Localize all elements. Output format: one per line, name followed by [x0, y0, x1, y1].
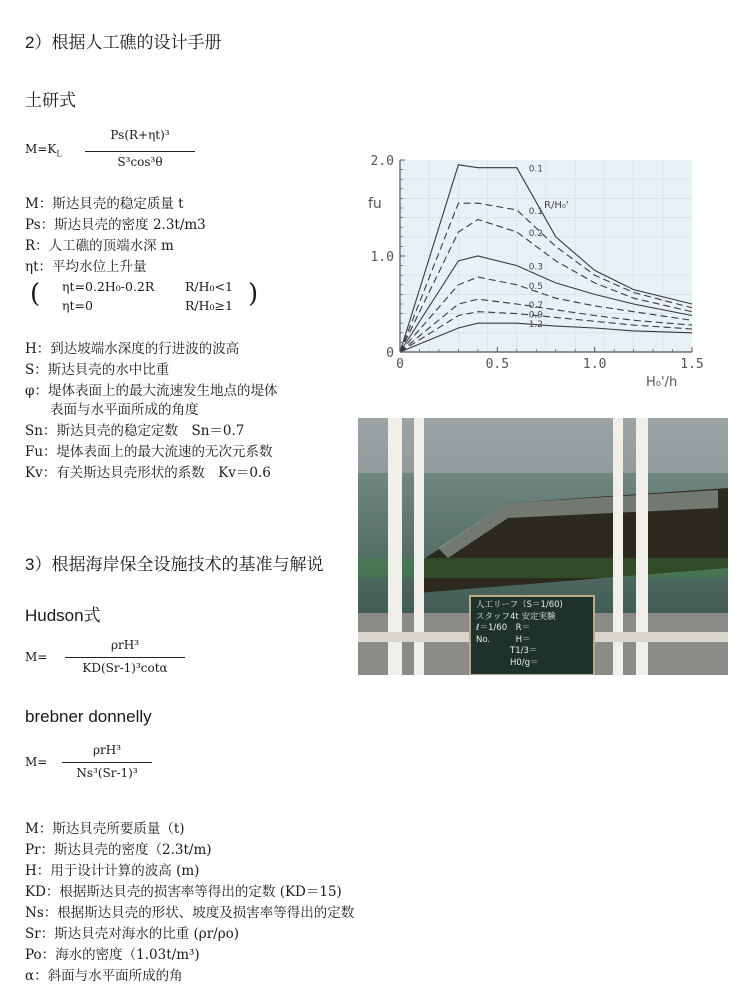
- chart-y-tick-label: 0: [386, 346, 394, 361]
- board-line: スタッフ4t 安定実験: [476, 611, 556, 622]
- cond2-right: R/H₀≥1: [185, 298, 233, 313]
- chalkboard-text: [476, 600, 594, 669]
- chart-series-label: 1.2: [528, 320, 544, 331]
- chart-y-axis-label: fu: [368, 196, 382, 212]
- def-phi-cont: 表面与水平面所成的角度: [50, 402, 199, 418]
- def-m: M：斯达貝壳的稳定质量 t: [25, 196, 184, 212]
- doken-formula-denominator: S³cos³θ: [117, 155, 163, 169]
- chart-x-axis-label: H₀'/h: [646, 375, 678, 390]
- section-2-heading: 2）根据人工礁的设计手册: [25, 33, 222, 52]
- def-ps: Ps：斯达貝壳的密度 2.3t/m3: [25, 217, 206, 233]
- chart-series-label: 0.3: [528, 262, 544, 273]
- def-eta: ηt：平均水位上升量: [25, 259, 147, 275]
- def3-sr: Sr：斯达貝壳对海水的比重 (ρr/ρo): [25, 926, 240, 942]
- chart-x-tick-label: 0.5: [485, 357, 510, 372]
- brebner-formula-bar: [62, 762, 152, 763]
- board-line: No. H＝: [476, 634, 531, 645]
- board-line: T1/3＝: [476, 646, 538, 656]
- chart-series-label: 0.9: [528, 310, 544, 321]
- fu-chart: [358, 146, 710, 392]
- chart-x-tick-label: 1.5: [680, 357, 704, 372]
- cond2-left: ηt=0: [62, 298, 93, 313]
- brebner-formula-denominator: Ns³(Sr-1)³: [76, 766, 138, 780]
- def3-alpha: α：斜面与水平面所成的角: [25, 968, 183, 984]
- chart-legend-title: R/H₀': [544, 200, 569, 211]
- brebner-title: brebner donnelly: [25, 707, 152, 726]
- def3-ns: Ns：根据斯达貝壳的形状、坡度及损害率等得出的定数: [25, 905, 355, 921]
- hudson-formula-numerator: ρrH³: [110, 638, 140, 652]
- chart-series-label: 0.1: [528, 206, 544, 217]
- def-s: S：斯达貝壳的水中比重: [25, 362, 170, 378]
- def-phi: φ：堤体表面上的最大流速发生地点的堤体: [25, 383, 278, 399]
- chart-x-tick-label: 0: [396, 357, 404, 372]
- def3-kd: KD：根据斯达貝壳的损害率等得出的定数 (KD＝15): [25, 884, 342, 900]
- chart-series-label: 0.7: [528, 301, 544, 311]
- def-h: H：到达坡端水深度的行进波的波高: [25, 341, 240, 357]
- def3-po: Po：海水的密度（1.03t/m³): [25, 947, 200, 963]
- experiment-photo: [358, 418, 728, 675]
- board-line: 人工リーフ（S＝1/60): [476, 600, 563, 610]
- def-r: R：人工礁的顶端水深 m: [25, 238, 174, 254]
- board-line: ℓ＝1/60 R＝: [476, 623, 531, 633]
- brebner-formula-lhs: M=: [25, 755, 48, 769]
- hudson-formula-denominator: KD(Sr-1)³cotα: [82, 661, 168, 675]
- def3-pr: Pr：斯达貝壳的密度（2.3t/m): [25, 842, 212, 858]
- def-kv: Kv：有关斯达貝壳形状的系数 Kv＝0.6: [25, 465, 271, 481]
- hudson-formula-bar: [65, 657, 185, 658]
- doken-formula-lhs: $M=K_L$: [25, 142, 62, 159]
- chart-series-label: 0.2: [528, 229, 544, 239]
- chart-y-tick-label: 1.0: [370, 250, 394, 265]
- def-fu: Fu：堤体表面上的最大流速的无次元系数: [25, 444, 273, 460]
- cond1-left: ηt=0.2H₀-0.2R: [62, 279, 155, 294]
- cond-left-paren: (: [30, 279, 41, 309]
- hudson-title: Hudson式: [25, 606, 101, 625]
- cond1-right: R/H₀<1: [185, 279, 233, 294]
- chart-series-label: 0.1: [528, 164, 544, 175]
- doken-title: 土研式: [25, 91, 76, 110]
- cond-right-paren: ): [248, 279, 259, 309]
- chart-y-tick-label: 2.0: [370, 154, 394, 169]
- hudson-formula-lhs: M=: [25, 650, 48, 664]
- doken-formula-bar: [85, 151, 195, 152]
- chart-x-tick-label: 1.0: [582, 357, 607, 372]
- doken-formula-numerator: Ps(R+ηt)³: [110, 128, 170, 142]
- board-line: H0/g＝: [476, 657, 539, 668]
- def-sn: Sn：斯达貝壳的稳定定数 Sn＝0.7: [25, 423, 245, 439]
- def3-h: H：用于设计计算的波高 (m): [25, 863, 200, 879]
- def3-m: M：斯达貝壳所要质量（t): [25, 821, 185, 837]
- chart-series-label: 0.5: [528, 281, 544, 292]
- section-3-heading: 3）根据海岸保全设施技术的基准与解说: [25, 555, 324, 574]
- fu-chart-svg: [358, 146, 710, 392]
- brebner-formula-numerator: ρrH³: [92, 743, 122, 757]
